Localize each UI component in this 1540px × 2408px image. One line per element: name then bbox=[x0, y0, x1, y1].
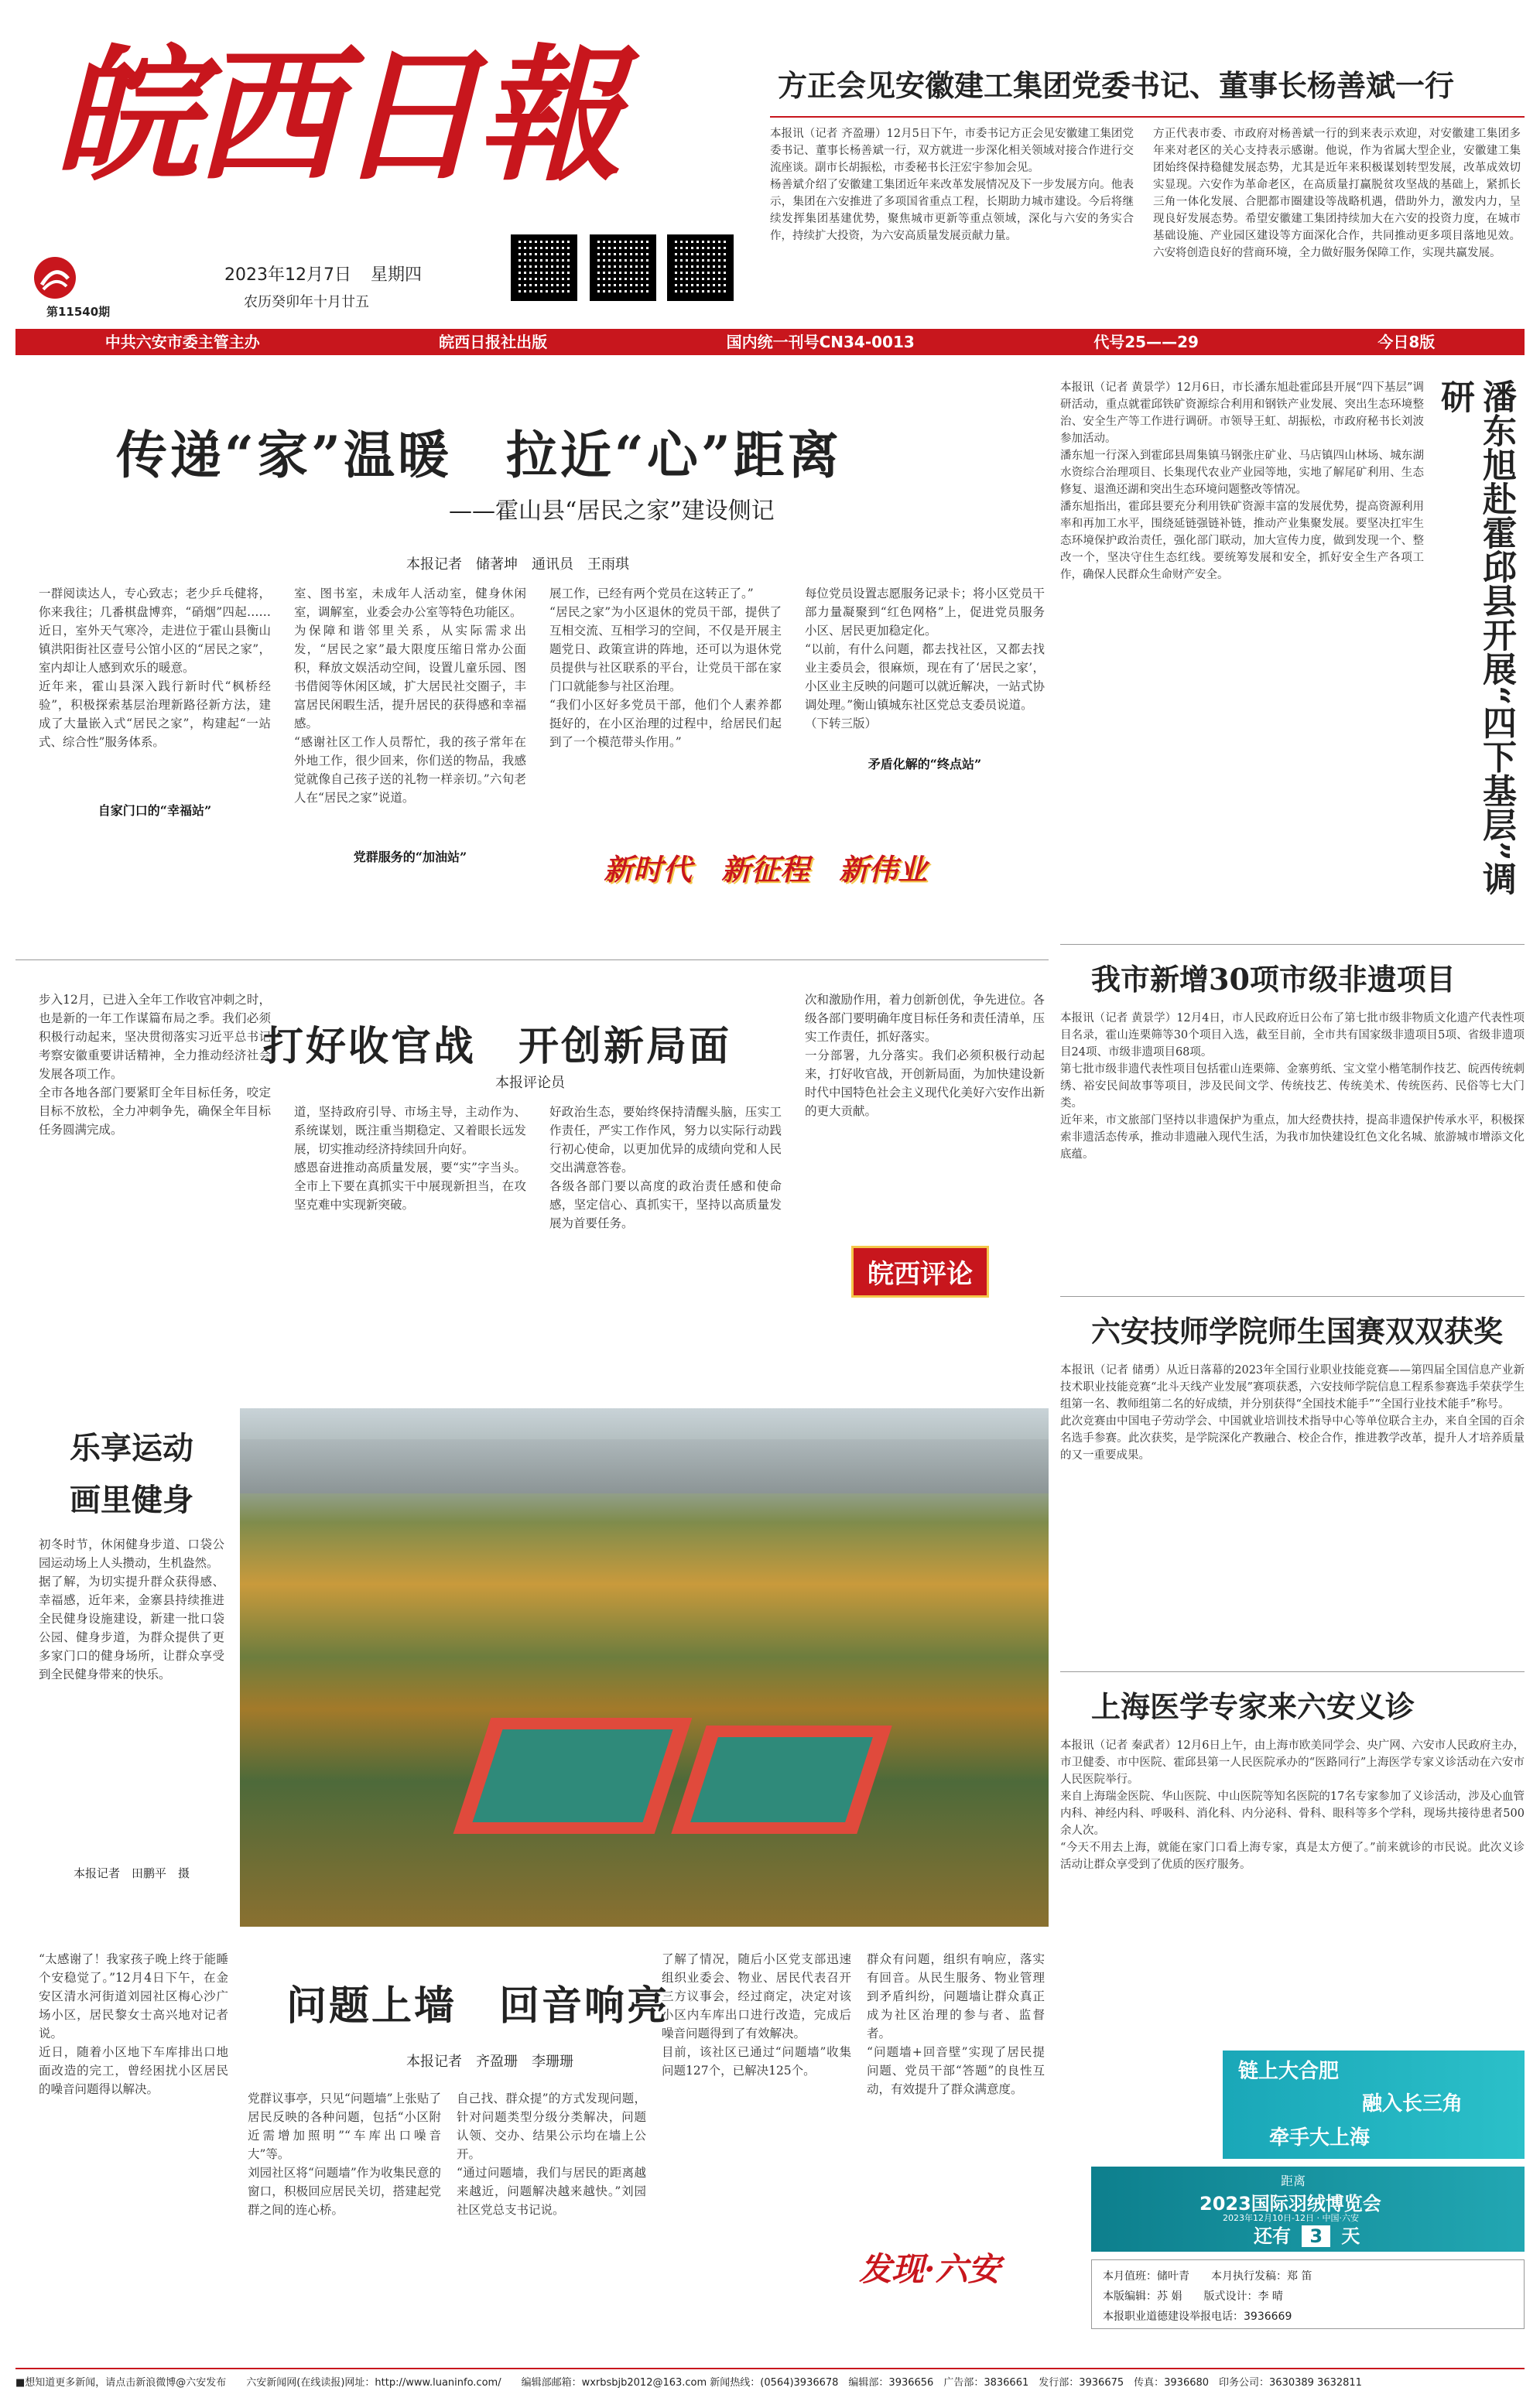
photo-city-skyline bbox=[240, 1439, 1049, 1493]
feature-story bbox=[15, 368, 1049, 956]
expo-dates: 2023年12月10日-12日 · 中国·六安 bbox=[1223, 2213, 1359, 2223]
feature-subtitle-3: 矛盾化解的“终点站” bbox=[868, 757, 982, 771]
editors-line-3: 本报职业道德建设举报电话：3936669 bbox=[1103, 2311, 1292, 2323]
expo-title: 2023国际羽绒博览会 bbox=[1199, 2193, 1381, 2215]
ad-hefei bbox=[1223, 2051, 1525, 2159]
info-code: 代号25——29 bbox=[1093, 333, 1199, 351]
info-bar bbox=[15, 329, 1525, 355]
info-pages: 今日8版 bbox=[1377, 333, 1436, 351]
photo-title-1: 乐享运动 bbox=[70, 1430, 193, 1466]
feature-col-2-text: 室、图书室，未成年人活动室，健身休闲室，调解室，业委会办公室等特色功能区。 为保障和谐邻里关系，从实际需求出发，“居民之家”最大限度压缩日常办公面积，释放文娱活动空间，设置儿童乐园、图书借阅等休闲区域，扩大居民社交圈子，丰富居民闲暇生活，提升居民的获得感和幸福感。 “感谢社区工作人员帮忙，我的孩子常年在外地工作，很少回来，你们送的物品，我感觉就像自己孩子送的礼物一样亲切。”六旬老人在“居民之家”说道。 bbox=[294, 587, 526, 805]
feature-bottom-rule bbox=[15, 959, 1049, 960]
paper-logo bbox=[33, 255, 77, 300]
ad-expo bbox=[1091, 2167, 1525, 2252]
feature-subhead: ——霍山县“居民之家”建设侧记 bbox=[449, 498, 775, 525]
wall-col-1: “太感谢了！我家孩子晚上终于能睡个安稳觉了。”12月4日下午，在金安区清水河街道刘园社区梅心沙广场小区，居民黎女士高兴地对记者说。 近日，随着小区地下车库排出口地面改造的完工，曾经困扰小区居民的噪音问题得以解决。 bbox=[39, 1952, 228, 2096]
feature-byline: 本报记者 储著坤 通讯员 王雨琪 bbox=[406, 556, 629, 573]
photo-court-1-inner bbox=[473, 1729, 673, 1822]
editors-line-2: 本版编辑：苏 娟 版式设计：李 晴 bbox=[1103, 2290, 1283, 2303]
photo-court-2-inner bbox=[690, 1737, 873, 1822]
editorial-col-4: 次和激励作用，着力创新创优，争先进位。各级各部门要明确年度目标任务和责任清单，压实工作责任，抓好落实。 一分部署，九分落实。我们必须积极行动起来，打好收官战，开创新局面，为加快建设新时代中国特色社会主义现代化美好六安作出新的更大贡献。 bbox=[805, 993, 1045, 1118]
editorial-col-1: 步入12月，已进入全年工作收官冲刺之时，也是新的一年工作谋篇布局之季。我们必须积极行动起来，坚决贯彻落实习近平总书记考察安徽重要讲话精神，全力推动经济社会发展各项工作。 全市各地各部门要紧盯全年目标任务，咬定目标不放松，全力冲刺争先，确保全年目标任务圆满完成。 bbox=[39, 993, 271, 1137]
ad-line-1: 链上大合肥 bbox=[1238, 2060, 1340, 2083]
editors-line-1: 本月值班：储叶青 本月执行发稿：郑 笛 bbox=[1103, 2270, 1312, 2283]
photo-credit: 本报记者 田鹏平 摄 bbox=[73, 1866, 190, 1880]
photo-title-2: 画里健身 bbox=[70, 1482, 193, 1518]
intangible-body: 本报讯（记者 黄景学）12月4日，市人民政府近日公布了第七批市级非物质文化遗产代表性项目名录，霍山连栗筛等30个项目入选，截至目前，全市共有国家级非遗项目5项、省级非遗项目24项、市级非遗项目68项。 第七批市级非遗代表性项目包括霍山连栗筛、金寨剪纸、宝文堂小楷笔制作技艺、皖西传统刺绣、裕安民间故事等项目，涉及民间文学、传统技艺、传统美术、传统医药、民俗等七大门类。 近年来，市文旅部门坚持以非遗保护为重点，加大经费扶持，提高非遗保护传承水平，积极探索非遗活态传承，推动非遗融入现代生活，为我市加快建设红色文化名城、旅游城市增添文化底蕴。 bbox=[1060, 1012, 1525, 1161]
date-row bbox=[224, 262, 422, 286]
photo-story-text: 初冬时节，休闲健身步道、口袋公园运动场上人头攒动，生机盎然。 据了解，为切实提升群众获得感、幸福感，近年来，金寨县持续推进全民健身设施建设，新建一批口袋公园、健身步道，为群众提供了更多家门口的健身场所，让群众享受到全民健身带来的快乐。 bbox=[39, 1537, 224, 1681]
feature-col-4-text: 每位党员设置志愿服务记录卡；将小区党员干部力量凝聚到“红色网格”上，促进党员服务小区、居民更加稳定化。 “以前，有什么问题，都去找社区，又都去找业主委员会，很麻烦，现在有了‘居民之家’，小区业主反映的问题可以就近解决，一站式协调处理。”衡山镇城东社区党总支委员说道。 （下转三版） bbox=[805, 587, 1045, 730]
slogan-banner: 新时代 新征程 新伟业 bbox=[604, 852, 928, 887]
feature-headline: 传递“家”温暖 拉近“心”距离 bbox=[116, 425, 842, 485]
medical-headline: 上海医学专家来六安义诊 bbox=[1091, 1689, 1415, 1724]
wall-col-3: 自己找、群众提”的方式发现问题，针对问题类型分级分类解决，问题认领、交办、结果公示均在墙上公开。 “通过问题墙，我们与居民的距离越来越近，问题解决越来越快。”刘园社区党总支书记说。 bbox=[457, 2092, 646, 2217]
tech-headline: 六安技师学院师生国赛双双获奖 bbox=[1091, 1314, 1504, 1349]
feature-col-3: 展工作，已经有两个党员在这转正了。” “居民之家”为小区退休的党员干部，提供了互相交流、互相学习的空间，不仅是开展主题党日、政策宣讲的阵地，还可以为退休党员提供与社区联系的平台，让党员干部在家门口就能参与社区治理。 “我们小区好多党员干部，他们个人素养都挺好的，在小区治理的过程中，给居民们起到了一个模范带头作用。” bbox=[549, 587, 782, 749]
editorial-column-logo: 皖西评论 bbox=[851, 1246, 989, 1298]
masthead bbox=[15, 15, 758, 321]
ad-line-2: 融入长三角 bbox=[1362, 2092, 1463, 2116]
qr-code-3 bbox=[667, 234, 734, 301]
masthead-title: 皖西日報 bbox=[54, 30, 618, 201]
feature-subtitle-2: 党群服务的“加油站” bbox=[353, 850, 467, 864]
feature-col-4 bbox=[805, 584, 1045, 816]
info-sponsor: 中共六安市委主管主办 bbox=[104, 333, 260, 351]
lead-story bbox=[770, 62, 1525, 325]
wall-headline: 问题上墙 回音响亮 bbox=[286, 1982, 670, 2030]
lunar-date: 农历癸卯年十月廿五 bbox=[244, 294, 369, 310]
feature-col-1-text: 一群阅读达人，专心致志；老少乒乓健将，你来我往；几番棋盘博弈，“硝烟”四起……近日，室外天气寒冷，走进位于霍山县衡山镇洪阳街社区壹号公馆小区的“居民之家”，室内却让人感到欢乐的暖意。 近年来，霍山县深入践行新时代“枫桥经验”，积极探索基层治理新路径新方法，建成了大量嵌入式“居民之家”，构建起“一站式、综合性”服务体系。 bbox=[39, 587, 271, 749]
qr-code-1 bbox=[511, 234, 577, 301]
expo-countdown-pre: 还有 bbox=[1254, 2225, 1291, 2247]
lead-col-1: 本报讯（记者 齐盈珊）12月5日下午，市委书记方正会见安徽建工集团党委书记、董事长杨善斌一行，双方就进一步深化相关领域对接合作进行交流座谈。副市长胡振松，市委秘书长汪宏宇参加会见。 杨善斌介绍了安徽建工集团近年来改革发展情况及下一步发展方向。他表示，集团在六安推进了多项国省重点工程，长期助力城市建设。今后将继续发挥集团基建优势，聚焦城市更新等重点领域，深化与六安的务实合作，持续扩大投资，为六安高质量发展贡献力量。 bbox=[770, 128, 1134, 242]
photo-story bbox=[15, 1408, 1049, 1927]
wall-col-4: 了解了情况，随后小区党支部迅速组织业委会、物业、居民代表召开三方议事会，经过商定，决定对该小区内车库出口进行改造，完成后噪音问题得到了有效解决。 目前，该社区已通过“问题墙”收集问题127个，已解决125个。 bbox=[662, 1952, 851, 2078]
editors-box bbox=[1091, 2259, 1525, 2329]
feature-subtitle-1: 自家门口的“幸福站” bbox=[98, 803, 212, 818]
footer-info: ■想知道更多新闻，请点击新浪微博@六安发布 六安新闻网(在线读报)网址：http://www.luaninfo.com/ 编辑部邮箱：wxrbsbjb2012@163.com 新闻热线：(0564)3936678 编辑部：3936656 广告部：3836661 发行部：3936675 传真：3936680 印务公司：3630389 3632811 bbox=[15, 2377, 1362, 2389]
qr-code-2 bbox=[590, 234, 656, 301]
issue-weekday: 星期四 bbox=[370, 265, 422, 285]
wall-col-5: 群众有问题，组织有响应，落实有回音。从民生服务、物业管理到矛盾纠纷，问题墙让群众真正成为社区治理的参与者、监督者。 “问题墙+回音壁”实现了居民提问题、党员干部“答题”的良性互动，有效提升了群众满意度。 bbox=[867, 1952, 1045, 2096]
intangible-headline: 我市新增30项市级非遗项目 bbox=[1091, 962, 1456, 997]
expo-countdown-num: 3 bbox=[1302, 2225, 1330, 2247]
issue-date: 2023年12月7日 bbox=[224, 265, 351, 285]
wall-story bbox=[15, 1950, 1049, 2337]
lead-headline-rule bbox=[770, 116, 1525, 118]
ad-line-3: 牵手大上海 bbox=[1269, 2126, 1371, 2150]
footer-rule bbox=[15, 2368, 1525, 2369]
editorial-col-3: 好政治生态，要始终保持清醒头脑，压实工作责任，严实工作作风，努力以实际行动践行初心使命，以更加优异的成绩向党和人民交出满意答卷。 各级各部门要以高度的政治责任感和使命感，坚定信心、真抓实干，坚持以高质量发展为首要任务。 bbox=[549, 1105, 782, 1230]
chief-story bbox=[1060, 368, 1525, 940]
feature-col-1 bbox=[39, 584, 271, 956]
chief-body: 本报讯（记者 黄景学）12月6日，市长潘东旭赴霍邱县开展“四下基层”调研活动，重点就霍邱铁矿资源综合利用和钢铁产业发展、突出生态环境整治、安全生产等工作进行调研。市领导王虹、胡振松，市政府秘书长刘波参加活动。 潘东旭一行深入到霍邱县周集镇马钢张庄矿业、马店镇四山林场、城东湖水资综合治理项目、长集现代农业产业园等地，实地了解尾矿利用、生态修复、退渔还湖和突出生态环境问题整改等情况。 潘东旭指出，霍邱县要充分利用铁矿资源丰富的发展优势，提高资源利用率和再加工水平，围绕延链强链补链，推动产业集聚发展。要坚决扛牢生态环境保护政治责任，强化部门联动，加大宣传力度，做到发现一个、整改一个，坚决守住生态红线。要统筹发展和安全，抓好安全生产各项工作，确保人民群众生命财产安全。 bbox=[1060, 381, 1424, 581]
chief-headline: 潘东旭赴霍邱县开展“四下基层”调研 bbox=[1435, 379, 1516, 895]
medical-body: 本报讯（记者 秦武者）12月6日上午，由上海市欧美同学会、央广网、六安市人民政府主办，市卫健委、市中医院、霍邱县第一人民医院承办的“医路同行”上海医学专家义诊活动在六安市人民医院举行。 来自上海瑞金医院、华山医院、中山医院等知名医院的17名专家参加了义诊活动，涉及心血管内科、神经内科、呼吸科、消化科、内分泌科、骨科、眼科等多个学科，现场共接待患者500余人次。 “今天不用去上海，就能在家门口看上海专家，真是太方便了。”前来就诊的市民说。此次义诊活动让群众享受到了优质的医疗服务。 bbox=[1060, 1739, 1525, 1871]
fx-logo: 发现·六安 bbox=[859, 2250, 1001, 2288]
park-photo bbox=[240, 1408, 1049, 1927]
tech-body: 本报讯（记者 储勇）从近日落幕的2023年全国行业职业技能竞赛——第四届全国信息产业新技术职业技能竞赛“北斗天线产业发展”赛项获悉，六安技师学院信息工程系参赛选手荣获学生组第一名、教师组第二名的好成绩，并分别获得“全国技术能手”“全国行业技术能手”称号。 此次竞赛由中国电子劳动学会、中国就业培训技术指导中心等单位联合主办，来自全国的百余名选手参赛。此次获奖，是学院深化产教融合、校企合作，推进教学改革，提升人才培养质量的又一重要成果。 bbox=[1060, 1364, 1525, 1462]
editorial-story bbox=[15, 990, 1049, 1377]
info-publisher: 皖西日报社出版 bbox=[439, 333, 548, 351]
wall-byline: 本报记者 齐盈珊 李珊珊 bbox=[406, 2054, 573, 2070]
feature-col-2 bbox=[294, 584, 526, 956]
editorial-headline: 打好收官战 开创新局面 bbox=[263, 1023, 732, 1070]
tech-bottom-rule bbox=[1060, 1671, 1525, 1672]
lead-headline: 方正会见安徽建工集团党委书记、董事长杨善斌一行 bbox=[778, 68, 1455, 103]
wall-col-2: 党群议事亭，只见“问题墙”上张贴了居民反映的各种问题，包括“小区附近需增加照明”“车库出口噪音大”等。 刘园社区将“问题墙”作为收集民意的窗口，积极回应居民关切，搭建起党群之间的连心桥。 bbox=[248, 2092, 441, 2217]
editorial-byline: 本报评论员 bbox=[495, 1075, 565, 1091]
intangible-story bbox=[1060, 956, 1525, 1288]
tech-story bbox=[1060, 1308, 1525, 1664]
photo-caption-box bbox=[39, 1408, 224, 1927]
info-cn: 国内统一刊号CN34-0013 bbox=[726, 333, 915, 351]
expo-countdown bbox=[1254, 2221, 1360, 2248]
chief-bottom-rule bbox=[1060, 944, 1525, 945]
expo-countdown-post: 天 bbox=[1341, 2225, 1360, 2247]
intangible-bottom-rule bbox=[1060, 1296, 1525, 1297]
expo-sub: 距离 bbox=[1281, 2174, 1306, 2188]
issue-number: 第11540期 bbox=[46, 305, 111, 319]
editorial-col-2: 道，坚持政府引导、市场主导，主动作为、系统谋划，既注重当期稳定、又着眼长远发展，切实推动经济持续回升向好。 感恩奋进推动高质量发展，要“实”字当头。全市上下要在真抓实干中展现新担当，在攻坚克难中实现新突破。 bbox=[294, 1105, 526, 1212]
lead-col-2: 方正代表市委、市政府对杨善斌一行的到来表示欢迎，对安徽建工集团多年来对老区的关心支持表示感谢。他说，作为省属大型企业，安徽建工集团始终保持稳健发展态势，尤其是近年来积极谋划转型发展，改革成效切实显现。六安作为革命老区，在高质量打赢脱贫攻坚战的基础上，紧抓长三角一体化发展、合肥都市圈建设等战略机遇，借助外力，激发内力，呈现良好发展态势。希望安徽建工集团持续加大在六安的投资力度，在城市基础设施、产业园区建设等方面深化合作，共同推动更多项目落地见效。六安将创造良好的营商环境，全力做好服务保障工作，实现共赢发展。 bbox=[1153, 128, 1521, 259]
